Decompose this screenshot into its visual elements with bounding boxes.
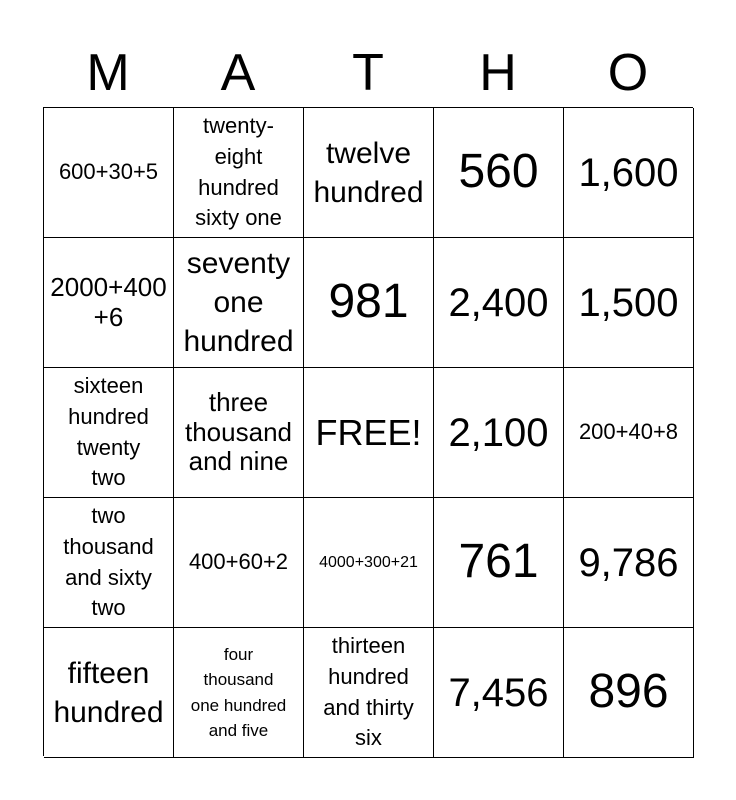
bingo-cell[interactable] [564, 108, 694, 238]
bingo-cell[interactable] [304, 628, 434, 758]
cell-text: 200+40+8 [578, 419, 679, 445]
cell-text: FREE! [315, 411, 422, 453]
bingo-cell[interactable] [304, 498, 434, 628]
bingo-cell[interactable] [174, 108, 304, 238]
cell-text: three thousand and nine [185, 386, 292, 477]
cell-text: 2,400 [448, 280, 549, 325]
cell-text: 1,500 [578, 280, 679, 325]
bingo-cell[interactable] [44, 238, 174, 368]
cell-text: 896 [588, 665, 669, 719]
bingo-cell[interactable] [304, 238, 434, 368]
bingo-cell[interactable] [434, 498, 564, 628]
cell-text: 4000+300+21 [319, 553, 418, 571]
cell-text: thirteen hundred and thirty six [323, 632, 414, 751]
bingo-board [43, 107, 693, 756]
cell-text: 2,100 [448, 410, 549, 455]
cell-text: fifteen hundred [53, 656, 164, 729]
cell-text: 9,786 [578, 540, 679, 585]
bingo-cell[interactable] [174, 628, 304, 758]
cell-text: 560 [458, 145, 539, 199]
cell-text: 400+60+2 [188, 549, 289, 575]
header-letter-h: H [479, 44, 517, 102]
bingo-cell[interactable] [174, 498, 304, 628]
cell-text: twelve hundred [313, 136, 424, 209]
cell-text: four thousand one hundred and five [190, 644, 287, 740]
header-letter-o: O [607, 44, 649, 102]
bingo-cell[interactable] [44, 108, 174, 238]
bingo-cell[interactable] [44, 628, 174, 758]
bingo-cell[interactable] [564, 498, 694, 628]
cell-text: 2000+400 +6 [50, 271, 167, 332]
bingo-cell[interactable] [434, 628, 564, 758]
cell-text: twenty- eight hundred sixty one [195, 112, 282, 231]
bingo-cell[interactable] [434, 368, 564, 498]
header-letter-a: A [220, 44, 256, 102]
bingo-cell[interactable] [44, 368, 174, 498]
cell-text: 981 [328, 275, 409, 329]
cell-text: 7,456 [448, 670, 549, 715]
free-space[interactable] [304, 368, 434, 498]
bingo-cell[interactable] [174, 368, 304, 498]
cell-text: 1,600 [578, 150, 679, 195]
bingo-cell[interactable] [434, 108, 564, 238]
cell-text: sixteen hundred twenty two [68, 372, 149, 491]
cell-text: seventy one hundred [183, 247, 294, 358]
cell-text: 761 [458, 535, 539, 589]
bingo-cell[interactable] [304, 108, 434, 238]
bingo-cell[interactable] [564, 628, 694, 758]
header-letter-t: T [352, 44, 384, 102]
bingo-cell[interactable] [564, 238, 694, 368]
bingo-cell[interactable] [564, 368, 694, 498]
header-letter-m: M [86, 44, 130, 102]
bingo-cell[interactable] [44, 498, 174, 628]
bingo-header [43, 40, 693, 106]
cell-text: two thousand and sixty two [63, 502, 154, 621]
cell-text: 600+30+5 [58, 159, 159, 185]
bingo-cell[interactable] [434, 238, 564, 368]
bingo-cell[interactable] [174, 238, 304, 368]
